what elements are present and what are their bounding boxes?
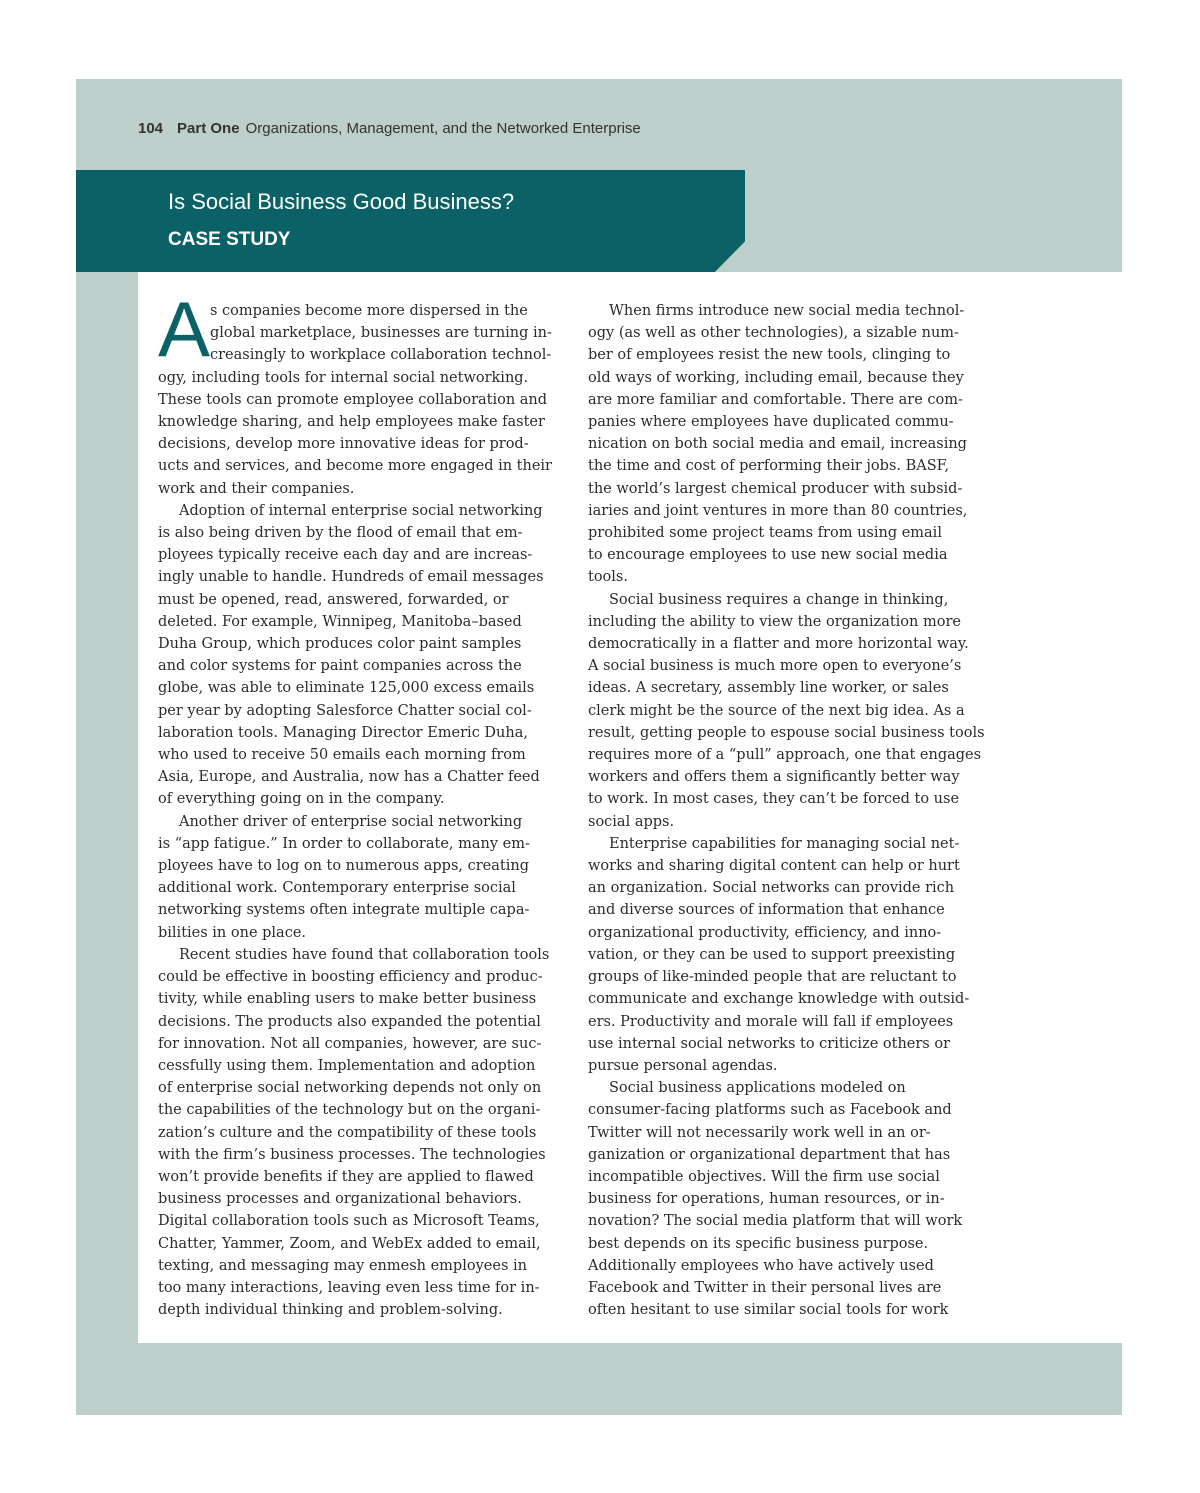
page-number: 104 <box>138 120 164 137</box>
text-line: ogy, including tools for internal social networking. <box>158 369 529 386</box>
text-line: tivity, while enabling users to make better business <box>158 991 537 1008</box>
text-line: creasingly to workplace collaboration technol- <box>210 347 552 364</box>
text-line: business for operations, human resources, or in- <box>588 1191 945 1208</box>
text-line: ers. Productivity and morale will fall if employees <box>588 1013 954 1030</box>
text-line: ucts and services, and become more engaged in their <box>158 458 552 475</box>
text-line: are more familiar and comfortable. There are com- <box>588 391 963 408</box>
text-line: ganization or organizational department that has <box>588 1146 951 1163</box>
text-line: clerk might be the source of the next big idea. As a <box>588 702 965 719</box>
text-line: These tools can promote employee collaboration and <box>158 391 548 408</box>
text-line: incompatible objectives. Will the firm use social <box>588 1168 940 1185</box>
text-line: Asia, Europe, and Australia, now has a Chatter feed <box>158 769 540 786</box>
text-line: Twitter will not necessarily work well in an or- <box>588 1124 931 1141</box>
text-line: iaries and joint ventures in more than 80 countries, <box>588 502 968 519</box>
text-line: laboration tools. Managing Director Emeric Duha, <box>158 724 528 741</box>
text-line: ployees have to log on to numerous apps, creating <box>158 858 529 875</box>
text-line: knowledge sharing, and help employees make faster <box>158 414 545 431</box>
text-line: When firms introduce new social media technol- <box>609 303 965 319</box>
text-line: A social business is much more open to everyone’s <box>588 658 962 675</box>
text-line: communicate and exchange knowledge with outsid- <box>588 991 970 1008</box>
text-line: requires more of a “pull” approach, one that engages <box>588 747 982 764</box>
text-line: networking systems often integrate multiple capa- <box>158 902 530 919</box>
text-line: ber of employees resist the new tools, clinging to <box>588 347 951 364</box>
text-line: Social business requires a change in thinking, <box>609 591 949 608</box>
text-line: Facebook and Twitter in their personal lives are <box>588 1279 942 1296</box>
running-header <box>138 120 641 137</box>
text-line: the capabilities of the technology but on the organi- <box>158 1102 541 1119</box>
text-line: novation? The social media platform that will work <box>588 1213 963 1230</box>
text-line: decisions, develop more innovative ideas for prod- <box>158 436 529 453</box>
text-line: s companies become more dispersed in the <box>210 303 528 319</box>
drop-cap: A <box>158 285 211 373</box>
text-line: per year by adopting Salesforce Chatter social col- <box>158 702 532 719</box>
text-line: deleted. For example, Winnipeg, Manitoba–based <box>158 613 522 630</box>
text-line: best depends on its specific business purpose. <box>588 1235 929 1252</box>
text-line: texting, and messaging may enmesh employees in <box>158 1257 527 1274</box>
text-line: must be opened, read, answered, forwarded, or <box>158 591 509 608</box>
left-column <box>158 300 570 1321</box>
text-line: ployees typically receive each day and are increas- <box>158 547 533 564</box>
text-line: cessfully using them. Implementation and adoption <box>158 1057 536 1074</box>
text-line: too many interactions, leaving even less time for in- <box>158 1279 540 1296</box>
text-line: to work. In most cases, they can’t be forced to use <box>588 791 960 808</box>
text-line: including the ability to view the organization more <box>588 613 961 630</box>
text-line: of everything going on in the company. <box>158 791 445 808</box>
text-line: global marketplace, businesses are turning in- <box>210 325 552 342</box>
text-line: use internal social networks to criticize others or <box>588 1035 951 1052</box>
case-study-label: CASE STUDY <box>168 229 291 250</box>
text-line: with the firm’s business processes. The technologies <box>158 1146 546 1163</box>
text-line: works and sharing digital content can help or hurt <box>588 858 960 875</box>
text-line: ideas. A secretary, assembly line worker, or sales <box>588 680 949 697</box>
text-line: is also being driven by the flood of email that em- <box>158 525 523 542</box>
text-line: ingly unable to handle. Hundreds of email messages <box>158 569 544 586</box>
text-line: depth individual thinking and problem-solving. <box>158 1302 503 1319</box>
text-line: zation’s culture and the compatibility of these tools <box>158 1124 537 1141</box>
text-line: tools. <box>588 569 628 586</box>
text-line: is “app fatigue.” In order to collaborate, many em- <box>158 835 530 852</box>
text-line: Enterprise capabilities for managing social net- <box>609 835 960 852</box>
part-label: Part One <box>177 120 240 137</box>
text-line: additional work. Contemporary enterprise social <box>158 880 516 897</box>
text-line: consumer-facing platforms such as Facebook and <box>588 1102 952 1119</box>
text-line: democratically in a flatter and more horizontal way. <box>588 636 969 653</box>
text-line: could be effective in boosting efficiency and produc- <box>158 969 543 986</box>
text-line: Digital collaboration tools such as Microsoft Teams, <box>158 1213 540 1230</box>
text-line: Social business applications modeled on <box>609 1080 906 1097</box>
text-line: Chatter, Yammer, Zoom, and WebEx added to email, <box>158 1235 541 1252</box>
case-title-banner <box>76 170 745 272</box>
case-title: Is Social Business Good Business? <box>168 189 515 214</box>
text-line: business processes and organizational behaviors. <box>158 1191 522 1208</box>
text-line: old ways of working, including email, because they <box>588 369 964 386</box>
text-line: workers and offers them a significantly better way <box>588 769 960 786</box>
text-line: groups of like-minded people that are reluctant to <box>588 969 957 986</box>
text-line: the world’s largest chemical producer with subsid- <box>588 480 963 497</box>
text-line: won’t provide benefits if they are applied to flawed <box>158 1168 534 1185</box>
text-line: who used to receive 50 emails each morning from <box>158 747 526 764</box>
part-title: Organizations, Management, and the Networked Enterprise <box>245 120 641 137</box>
text-line: an organization. Social networks can provide rich <box>588 880 955 897</box>
text-line: Another driver of enterprise social networking <box>179 813 523 830</box>
text-line: Duha Group, which produces color paint samples <box>158 636 522 653</box>
right-column <box>588 300 1000 1321</box>
text-line: Adoption of internal enterprise social networking <box>179 502 543 519</box>
text-line: the time and cost of performing their jobs. BASF, <box>588 458 950 475</box>
text-line: often hesitant to use similar social tools for work <box>588 1302 949 1319</box>
text-line: organizational productivity, efficiency, and inno- <box>588 924 942 941</box>
text-line: panies where employees have duplicated commu- <box>588 414 954 431</box>
text-line: and diverse sources of information that enhance <box>588 902 945 919</box>
text-line: Recent studies have found that collaboration tools <box>179 946 550 963</box>
text-line: pursue personal agendas. <box>588 1057 778 1074</box>
text-line: prohibited some project teams from using email <box>588 525 942 542</box>
text-line: nication on both social media and email, increasing <box>588 436 967 453</box>
text-line: vation, or they can be used to support preexisting <box>588 946 956 963</box>
text-line: for innovation. Not all companies, however, are suc- <box>158 1035 542 1052</box>
text-line: to encourage employees to use new social media <box>588 547 948 564</box>
text-line: work and their companies. <box>158 480 355 497</box>
text-line: decisions. The products also expanded the potential <box>158 1013 541 1030</box>
text-line: result, getting people to espouse social business tools <box>588 724 985 741</box>
text-line: globe, was able to eliminate 125,000 excess emails <box>158 680 535 697</box>
text-line: Additionally employees who have actively used <box>588 1257 934 1274</box>
text-line: of enterprise social networking depends not only on <box>158 1080 542 1097</box>
text-line: social apps. <box>588 813 675 830</box>
text-line: ogy (as well as other technologies), a sizable num- <box>588 325 959 342</box>
text-line: and color systems for paint companies across the <box>158 658 522 675</box>
text-line: bilities in one place. <box>158 924 307 941</box>
